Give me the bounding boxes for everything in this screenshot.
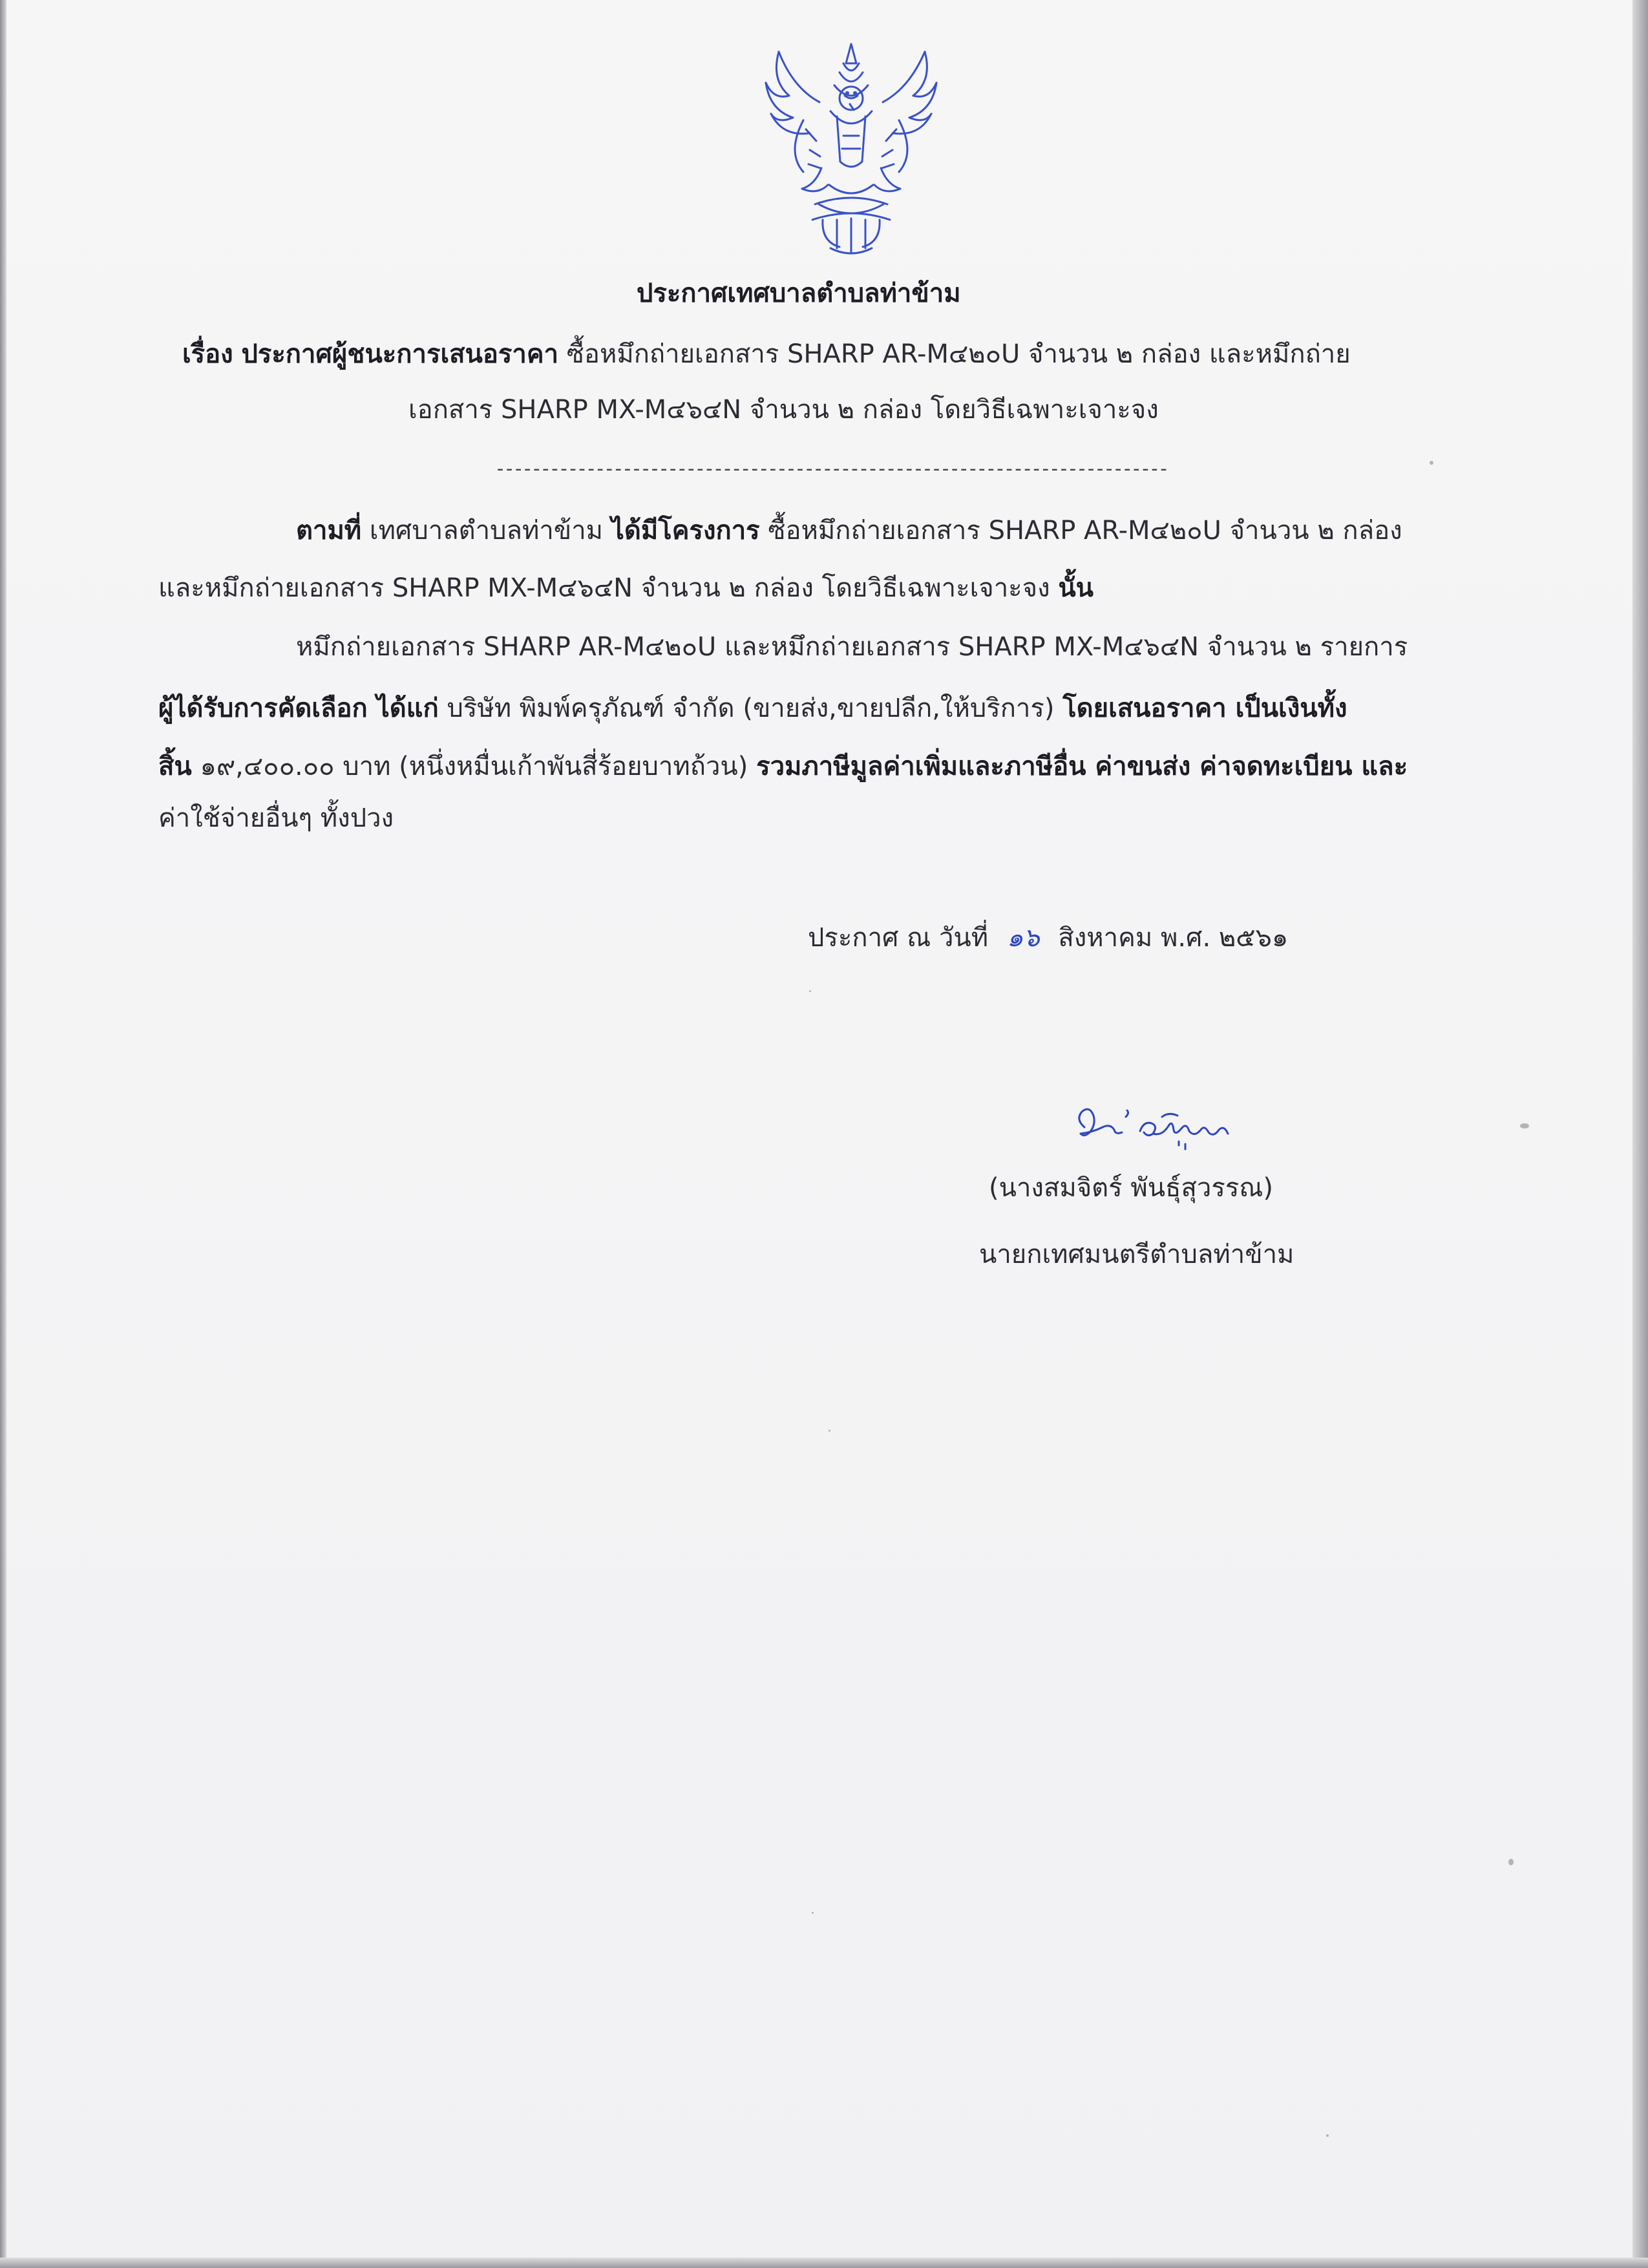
project-phrase: ได้มีโครงการ [611, 516, 760, 546]
subject-heading: ประกาศผู้ชนะการเสนอราคา [241, 339, 559, 369]
paragraph-2-line-2 [158, 692, 1347, 725]
subject-line-1 [182, 337, 1351, 371]
company-name: บริษัท พิมพ์ครุภัณฑ์ จำกัด (ขายส่ง,ขายปลีก,ให้บริการ) [447, 694, 1055, 723]
scan-edge-bottom [0, 2258, 1648, 2268]
page-title: ประกาศเทศบาลตำบลท่าข้าม [637, 279, 961, 308]
project-details-line-1: ซื้อหมึกถ่ายเอกสาร SHARP AR-M๔๒๐U จำนวน ๒ กล่อง [768, 516, 1402, 546]
paragraph-2-line-3 [158, 750, 1408, 783]
scan-speck [1520, 1123, 1529, 1129]
scan-speck [1508, 1859, 1514, 1865]
announcement-date [808, 921, 1288, 955]
date-label: ประกาศ ณ วันที่ [808, 923, 989, 953]
paragraph-2-line-1: หมึกถ่ายเอกสาร SHARP AR-M๔๒๐U และหมึกถ่ายเอกสาร SHARP MX-M๔๖๔N จำนวน ๒ รายการ [296, 632, 1408, 662]
subject-line-2: เอกสาร SHARP MX-M๔๖๔N จำนวน ๒ กล่อง โดยวิธีเฉพาะเจาะจง [408, 395, 1159, 425]
project-details-line-2: และหมึกถ่ายเอกสาร SHARP MX-M๔๖๔N จำนวน ๒ กล่อง โดยวิธีเฉพาะเจาะจง [158, 573, 1050, 603]
separator-line: -------------------------------------------------------------------------- [494, 458, 1167, 480]
scan-edge-left [0, 0, 6, 2268]
scan-speck [829, 1430, 830, 1432]
paragraph-ending: นั้น [1058, 573, 1094, 603]
paragraph-lead: ตามที่ [296, 516, 362, 546]
subject-details-line-1: ซื้อหมึกถ่ายเอกสาร SHARP AR-M๔๒๐U จำนวน ๒ กล่อง และหมึกถ่าย [566, 339, 1351, 369]
handwritten-signature [1065, 1097, 1243, 1169]
signer-name: (นางสมจิตร์ พันธุ์สุวรรณ) [989, 1173, 1274, 1203]
scan-speck [809, 990, 811, 992]
total-prefix: สิ้น [158, 752, 192, 781]
date-month-year: สิงหาคม พ.ศ. ๒๕๖๑ [1058, 923, 1289, 953]
subject-label: เรื่อง [182, 339, 233, 369]
scan-speck [1430, 461, 1433, 465]
total-amount: ๑๙,๔๐๐.๐๐ บาท (หนึ่งหมื่นเก้าพันสี่ร้อยบาทถ้วน) [200, 752, 748, 781]
includes-phrase: รวมภาษีมูลค่าเพิ่มและภาษีอื่น ค่าขนส่ง ค่าจดทะเบียน และ [756, 752, 1408, 781]
date-day: ๑๖ [1006, 923, 1040, 953]
scan-speck [1326, 2134, 1329, 2137]
scan-edge-right [1632, 0, 1648, 2268]
signer-position: นายกเทศมนตรีตำบลท่าข้าม [979, 1240, 1294, 1269]
selected-vendor-label: ผู้ได้รับการคัดเลือก ได้แก่ [158, 694, 439, 723]
offer-phrase: โดยเสนอราคา เป็นเงินทั้ง [1062, 694, 1347, 723]
garuda-emblem-icon [740, 26, 963, 265]
paragraph-1-line-1 [296, 514, 1402, 547]
organization-name: เทศบาลตำบลท่าข้าม [369, 516, 604, 546]
paragraph-1-line-2 [158, 571, 1093, 605]
scan-speck [812, 1912, 814, 1914]
paragraph-2-line-4: ค่าใช้จ่ายอื่นๆ ทั้งปวง [158, 803, 394, 833]
